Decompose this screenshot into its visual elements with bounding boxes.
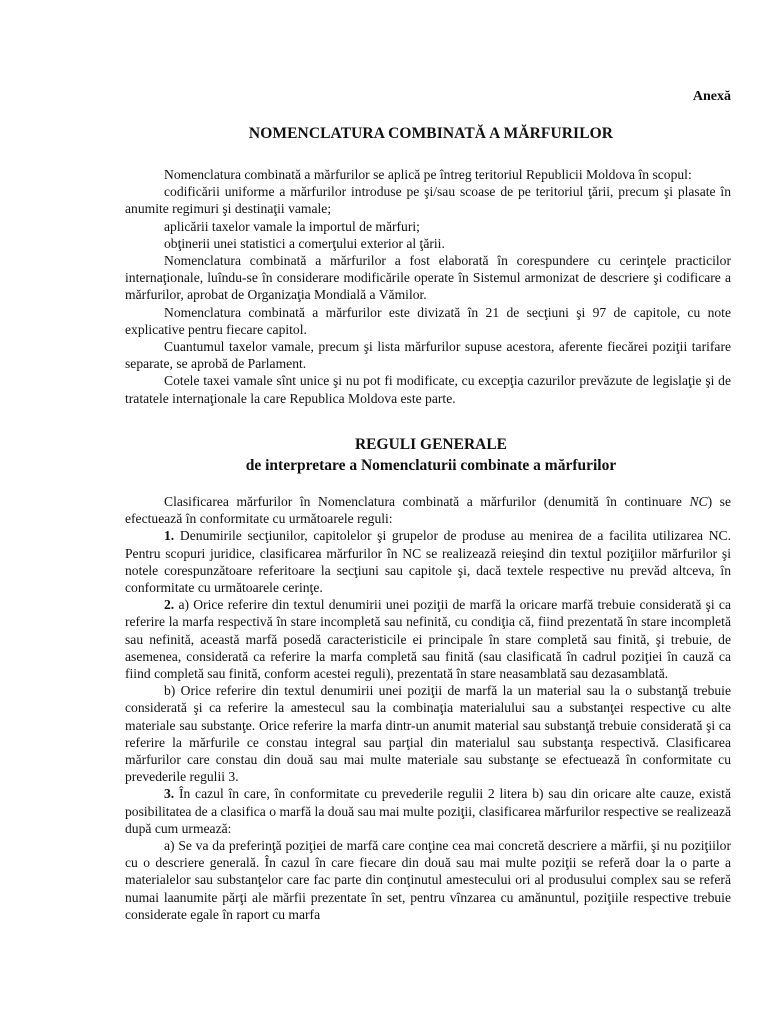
rules-section [125,493,731,923]
rule-3-number: 3. [164,786,175,802]
intro-paragraph: Nomenclatura combinată a mărfurilor este divizată în 21 de secţiuni şi 97 de capitole, cu note explicative pentru fiecare capitol. [125,304,731,337]
page-title: NOMENCLATURA COMBINATĂ A MĂRFURILOR [248,125,614,142]
intro-paragraph: codificării uniforme a mărfurilor introduse pe şi/sau scoase de pe teritoriul ţării, precum şi plasate în anumite regimuri şi destinaţii vamale; [125,184,731,217]
intro-paragraph: aplicării taxelor vamale la importul de mărfuri; [164,218,420,234]
rule-1-text: Denumirile secţiunilor, capitolelor şi grupelor de produse au menirea de a facilita utilizarea NC. Pentru scopuri juridice, clasificarea mărfurilor în NC se realizează reieşind din textul poziţiilor mărfurilor şi notele corespunzătoare referitoare la secţiuni sau capitole şi, dacă textele respective nu prevăd altceva, în conformitate cu următoarele cerinţe. [125,528,731,596]
rules-heading: REGULI GENERALE [354,436,508,453]
intro-paragraph: Nomenclatura combinată a mărfurilor a fost elaborată în corespundere cu cerinţele practicilor internaţionale, luîndu-se în considerare modificările operate în Sistemul armonizat de descriere şi codificare a mărfurilor, aprobat de Organizaţia Mondială a Vămilor. [125,253,731,303]
annex-label: Anexă [692,89,731,104]
intro-section [125,166,731,407]
intro-paragraph: Cotele taxei vamale sînt unice şi nu pot fi modificate, cu excepţia cazurilor prevăzute de legislaţie şi de tratatele internaţionale la care Republica Moldova este parte. [125,373,731,406]
rules-intro-paragraph [125,493,731,527]
rules-intro-after: ) se efectuează în conformitate cu următoarele reguli: [125,494,731,527]
rules-intro-before: Clasificarea mărfurilor în Nomenclatura combinată a mărfurilor (denumită în continuare [164,494,690,509]
rule-3-paragraph [125,785,731,837]
rule-2b-paragraph: b) Orice referire din textul denumirii unei poziţii de marfă la un material sau la o substanţă trebuie considerată şi ca referire la amestecul sau la combinaţia materialului sau a substanţei respective cu alte materiale sau substanţe. Orice referire la marfa dintr-un anumit material sau substanţă trebuie considerată şi ca referire la mărfurile ce constau integral sau parţial din materialul sau substanţa respectivă. Clasificarea mărfurilor care constau din două sau mai multe materiale sau substanţe se efectuează în conformitate cu prevederile regulii 3. [125,683,731,785]
rules-intro-abbr: NC [689,494,708,509]
intro-paragraph: Nomenclatura combinată a mărfurilor se aplică pe întreg teritoriul Republicii Moldova în scopul: [164,167,692,182]
intro-paragraph: obţinerii unei statistici a comerţului exterior al ţării. [164,235,445,251]
rule-2-number: 2. [164,597,175,613]
rule-3a-paragraph: a) Se va da preferinţă poziţiei de marfă care conţine cea mai concretă descriere a mărfii, şi nu poziţiilor cu o descriere generală. În cazul în care fiecare din două sau mai multe poziţii se referă doar la o parte a materialelor sau substanţelor care fac parte din conţinutul amestecului ori al produsului complex sau se referă numai laanumite părţi ale mărfii prezentate în set, pentru vînzarea cu amănuntul, poziţiile respective trebuie considerate egale în raport cu marfa [125,838,731,922]
rule-2a-paragraph [125,596,731,682]
rules-subheading: de interpretare a Nomenclaturii combinate a mărfurilor [245,457,617,474]
rule-3-text: În cazul în care, în conformitate cu prevederile regulii 2 litera b) sau din oricare alte cauze, există posibilitatea de a clasifica o marfă la două sau mai multe poziţii, clasificarea mărfurilor respective se realizează după cum urmează: [125,786,731,836]
rule-1-number: 1. [164,528,175,544]
intro-paragraph: Cuantumul taxelor vamale, precum şi lista mărfurilor supuse acestora, aferente fiecărei poziţii tarifare separate, se aprobă de Parlament. [125,339,731,372]
rule-2a-text: a) Orice referire din textul denumirii unei poziţii de marfă la oricare marfă trebuie considerată şi ca referire la marfa respectivă în stare incompletă sau nefinită, cu condiţia că, fiind prezentată în stare incompletă sau nefinită, această marfă posedă caracteristicile ei principale în stare completă sau finită, şi trebuie, de asemenea, considerată ca referire la marfa completă sau finită (sau clasificată în cadrul poziţiei în cauză ca fiind completă sau finită, conform acestei reguli), prezentată în stare neasamblată sau dezasamblată. [125,597,731,682]
rule-1-paragraph [125,527,731,596]
